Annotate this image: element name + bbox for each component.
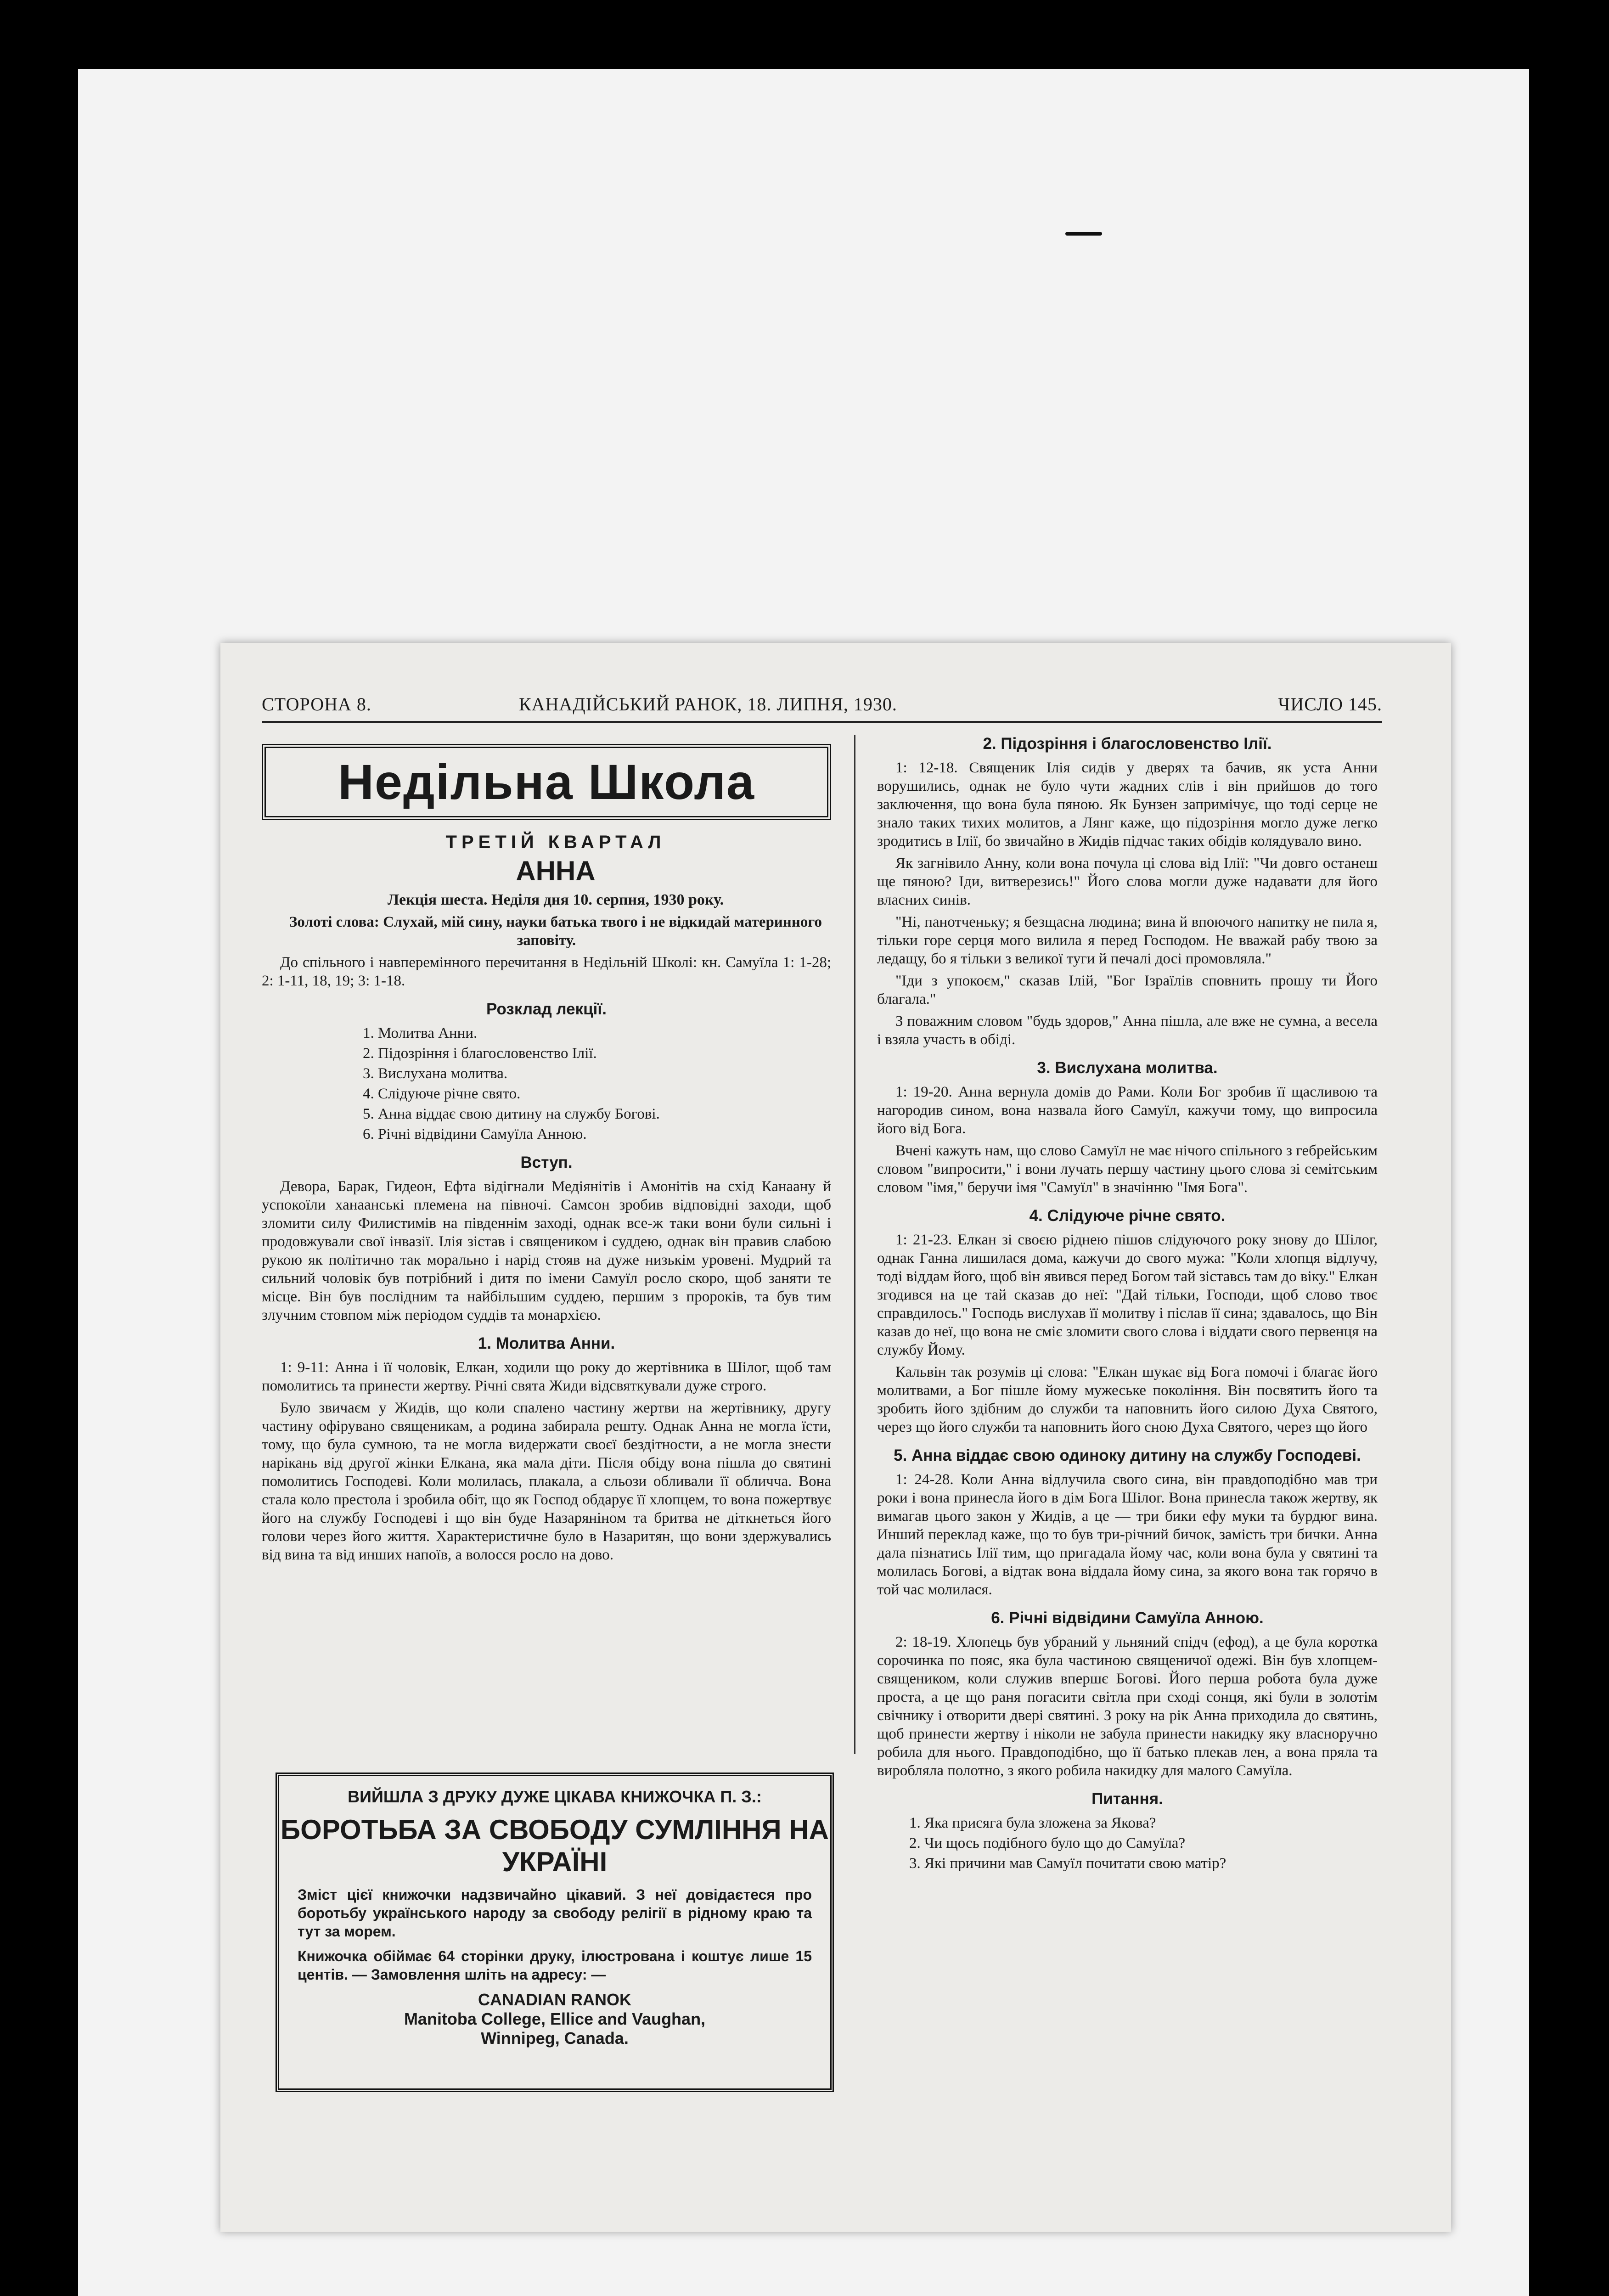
outline-item: 1. Молитва Анни. [363, 1025, 478, 1041]
ad-description: Зміст цієї книжочки надзвичайно цікавий. З неї довідаєтеся про боротьбу українського народу за свободу релігії в рідному краю та тут за морем. [298, 1886, 812, 1940]
section-2-paragraph: Як загнівило Анну, коли вона почула ці слова від Ілії: "Чи довго останеш ще пяною? Іди, витверезись!" Його слова могли дуже надавати для його власних синів. [877, 855, 1378, 908]
section-6-paragraph: 2: 18-19. Хлопець був убраний у льняний спідч (ефод), а це була коротка сорочинка по пояс, яка була частиною священичої одежі. Він був хлопцем-священиком, коли служив впершє Богові. Його перша робота була дуже проста, а це що раня погасити світла при сході сонця, які були в золотім свічнику і отворити двері святині. З року на рік Анна приходила до святинь, щоб принести жертву і ніколи не забула принести накидку яку власноручно робила для нього. Правдоподібно, що її батько плекав лен, а вона пряла та виробляла полотно, з якого робила накидку для малого Самуїла. [877, 1634, 1378, 1779]
questions-list [909, 1814, 1378, 1873]
section-1-paragraph: Було звичаєм у Жидів, що коли спалено частину жертви на жертівнику, другу частину офірувано священикам, а родина забирала решту. Однак Анна не могла їсти, тому, що була сумною, та не могла видержати своєї бездітности, а не могла знести нарікань від другої жінки Елкана, яка мала діти. Після обіду вона пішла до святині помолитись Господеві. Коли молилась, плакала, а сльози обливали її обличча. Вона стала коло престола і зробила обіт, що як Господ обдарує її хлопцем, то вона пожертвує його на службу Господеві і що він буде Назаряніном та бритва не діткнеться його голови через його життя. Характеристичне було в Назаритян, що вони здержувались від вина та від инших напоїв, а волосся росло на дово. [262, 1400, 831, 1563]
lesson-title: АННА [516, 855, 596, 886]
running-head [262, 693, 1382, 719]
quarter-label: ТРЕТІЙ КВАРТАЛ [445, 832, 666, 852]
film-speck [1065, 232, 1102, 236]
question-item: 1. Яка присяга була зложена за Якова? [909, 1815, 1156, 1831]
lesson-outline [363, 1024, 831, 1143]
paper-title-date: КАНАДІЙСЬКИЙ РАНОК, 18. ЛИПНЯ, 1930. [519, 694, 897, 715]
section-3-paragraph: Вчені кажуть нам, що слово Самуїл не має нічого спільного з гебрейським словом "випросити," і вони лучать першу частину цього слова зі семітським словом "імя," беручи імя "Самуїл" в значінню "Імя Бога". [877, 1142, 1378, 1196]
ad-announcement: ВИЙШЛА З ДРУКУ ДУЖЕ ЦІКАВА КНИЖОЧКА П. З.: [348, 1787, 762, 1806]
section-5-heading: 5. Анна віддає свою одиноку дитину на службу Господеві. [894, 1446, 1361, 1464]
page-number: СТОРОНА 8. [262, 694, 371, 715]
section-4-heading: 4. Слідуюче річне свято. [1029, 1207, 1226, 1225]
golden-words: Золоті слова: Слухай, мій сину, науки батька твого і не відкидай материнного заповіту. [289, 914, 822, 949]
outline-heading: Розклад лекції. [486, 1000, 607, 1018]
section-2-paragraph: 1: 12-18. Священик Ілія сидів у дверях та бачив, як уста Анни ворушились, однак не було чути жадних слів і він прийшов до того заключення, що вона була пяною. Як Бунзен запримічує, що тоді серце не знало таких тихих молитов, а Лянг каже, що підозріння могло дуже легко зродитись в Ілії, бо звичайно в Жидів підчас таких обідів колядувало вино. [877, 760, 1378, 850]
outline-item: 6. Річні відвідини Самуїла Анною. [363, 1126, 587, 1142]
ad-book-title: БОРОТЬБА ЗА СВОБОДУ СУМЛІННЯ НА УКРАЇНІ [281, 1814, 829, 1877]
ad-price: Книжочка обіймає 64 сторінки друку, ілюстрована і коштує лише 15 центів. — Замовлення шліть на адресу: — [298, 1948, 812, 1983]
ad-organization: CANADIAN RANOK [478, 1990, 631, 2009]
lesson-date: Лекція шеста. Неділя дня 10. серпня, 1930 року. [387, 891, 724, 908]
section-3-heading: 3. Вислухана молитва. [1037, 1059, 1218, 1077]
section-3-paragraph: 1: 19-20. Анна вернула домів до Рами. Коли Бог зробив її щасливою та нагородив сином, вона назвала його Самуїл, кажучи тому, що випросила його від Бога. [877, 1084, 1378, 1137]
outline-item: 4. Слідуюче річне свято. [363, 1086, 521, 1102]
section-2-heading: 2. Підозріння і благословенство Ілії. [983, 735, 1272, 753]
intro-text: Девора, Барак, Гидеон, Ефта відігнали Медіянітів і Амонітів на схід Канаану й успокоїли ханаанські племена на півночі. Самсон зробив відповідні заходи, щоб зломити силу Филистимів на південнім заході, однак все-ж таки вони були сильні і продовжували свої інвазії. Ілія зістав і священиком і суддею, однак він правив слабою рукою як політично так морально і нарід стояв на дуже низькім уровені. Мудрий та сильний чоловік був потрібний і дитя по імени Самуїл росло скоро, щоб заняти те місце. Він був послідним та найбільшим суддею, першим з пророків, та був тим злучним стовпом між періодом суддів та монархією. [262, 1178, 831, 1323]
question-item: 2. Чи щось подібного було що до Самуїла? [909, 1835, 1186, 1851]
section-2-paragraph: "Іди з упокоєм," сказав Ілій, "Бог Ізраїлів сповнить прошу ти Його благала." [877, 973, 1378, 1007]
section-1-paragraph: 1: 9-11: Анна і її чоловік, Елкан, ходили що року до жертівника в Шілог, щоб там помолитись та принести жертву. Річні свята Жиди відсвяткували дуже строго. [262, 1359, 831, 1394]
left-column [262, 735, 831, 1568]
ad-address-line: Manitoba College, Ellice and Vaughan, [404, 2009, 706, 2028]
section-masthead: Недільна Школа [262, 744, 831, 820]
section-4-paragraph: 1: 21-23. Елкан зі своєю ріднею пішов слідуючого року знову до Шілог, однак Ганна лишилася дома, кажучи до свого мужа: "Коли хлопця відлучу, тоді віддам його, щоб він явився перед Богом тай зіставсь там до віку." Елкан згодився на це тай сказав до неї: "Дай тільки, Господи, щоб слово твоє справдилось." Господь вислухав її молитву і післав її сина; здавалось, що Він казав до неї, що вона не сміє зломити свого слова і віддати свого первенця на службу Йому. [877, 1232, 1378, 1358]
section-1-heading: 1. Молитва Анни. [478, 1334, 615, 1352]
outline-item: 3. Вислухана молитва. [363, 1065, 508, 1082]
section-2-paragraph: З поважним словом "будь здоров," Анна пішла, але вже не сумна, а весела і взяла участь в обіді. [877, 1013, 1378, 1048]
outline-item: 5. Анна віддає свою дитину на службу Богові. [363, 1106, 660, 1122]
section-6-heading: 6. Річні відвідини Самуїла Анною. [991, 1609, 1264, 1627]
ad-address-line: Winnipeg, Canada. [481, 2029, 629, 2048]
question-item: 3. Які причини мав Самуїл почитати свою матір? [909, 1855, 1226, 1872]
outline-item: 2. Підозріння і благословенство Ілії. [363, 1045, 597, 1062]
column-rule [854, 735, 855, 1754]
section-2-paragraph: "Ні, панотченьку; я безщасна людина; вина й впоючого напитку не пила я, тільки горе серця мого вилила я перед Господом. Не вважай рабу твою за ледащу, бо я тільки з великої туги й печалі досі промовляла." [877, 914, 1378, 967]
book-advertisement [276, 1773, 834, 2092]
issue-number: ЧИСЛО 145. [1278, 694, 1382, 715]
newspaper-page [220, 643, 1451, 2232]
reading-text: До спільного і навперемінного перечитання в Недільній Школі: кн. Самуїла 1: 1-28; 2: 1-11, 18, 19; 3: 1-18. [262, 954, 831, 989]
header-rule [262, 721, 1382, 723]
questions-heading: Питання. [1091, 1790, 1163, 1808]
section-5-paragraph: 1: 24-28. Коли Анна відлучила свого сина, він правдоподібно мав три роки і вона принесла його в дім Бога Шілог. Вона принесла також жертву, як вимагав цього закон у Жидів, а це — три бики ефу муки та бурдюг вина. Инший переклад каже, що то був три-річний бичок, замість три бички. Анна дала пізнатись Ілії тим, що пригадала йому час, коли вона була у святині та молилась Богові, а відтак вона віддала йому сина, за якого вона так горячо в той час молилася. [877, 1471, 1378, 1598]
intro-heading: Вступ. [520, 1154, 573, 1171]
right-column [877, 735, 1378, 1874]
section-4-paragraph: Кальвін так розумів ці слова: "Елкан шукає від Бога помочі і благає його молитвами, а Бог пішле йому мужеське покоління. Він посвятить його та зробить його здібним до служби та наповнить його силою Духа Святого, через що його служби та наповнить його сною Духа Святого, через що його [877, 1364, 1378, 1435]
